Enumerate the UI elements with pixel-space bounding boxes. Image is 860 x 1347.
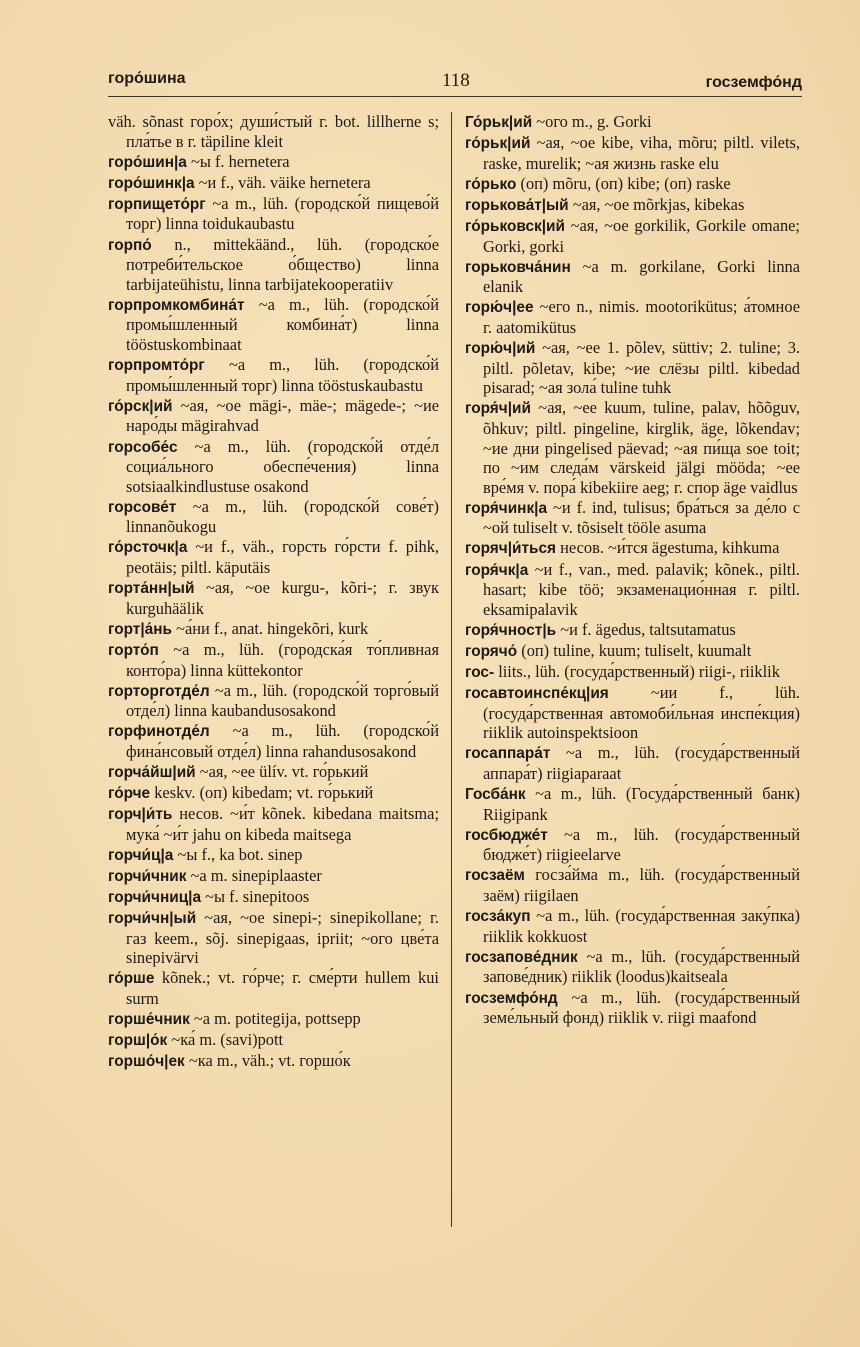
entry-headword: госземфо́нд xyxy=(465,989,558,1007)
dictionary-entry xyxy=(108,887,439,908)
dictionary-entry xyxy=(465,947,800,987)
entry-definition: ~а m., lüh. (городско́й сове́т) linnanõukogu xyxy=(126,496,439,537)
dictionary-entry xyxy=(108,968,439,1008)
dictionary-entry xyxy=(465,297,800,337)
header-first-headword: горо́шина xyxy=(108,70,186,87)
dictionary-entry xyxy=(108,173,439,194)
dictionary-entry xyxy=(108,721,439,761)
entry-definition: n., mittekäänd., lüh. (городско́е потреби́тельское о́бщество) linna tarbijateühistu, linna tarbijatekooperatiiv xyxy=(126,234,439,294)
entry-definition: kõnek.; vt. го́рче; г. сме́рти hullem kui surm xyxy=(126,968,439,1009)
entry-headword: горпромкомбина́т xyxy=(108,296,245,314)
entry-definition: liits., lüh. (госуда́рственный) riigi-, riiklik xyxy=(498,662,780,682)
header-last-headword: госземфо́нд xyxy=(705,74,802,91)
entry-definition: ~а m., lüh. (городско́й пищево́й торг) linna toidukaubastu xyxy=(126,193,439,234)
dictionary-entry xyxy=(108,537,439,577)
entry-headword: го́рск|ий xyxy=(108,397,173,415)
entry-definition: ~а m. gorkilane, Gorki linna elanik xyxy=(483,256,800,297)
dictionary-entry xyxy=(108,1051,439,1072)
entry-definition: ~и f. ägedus, taltsutamatus xyxy=(560,619,736,639)
dictionary-entry xyxy=(108,804,439,844)
dictionary-entry xyxy=(108,437,439,497)
entry-headword: Госба́нк xyxy=(465,786,526,804)
page-header xyxy=(108,68,802,97)
entry-definition: ~ая, ~ое kibe, viha, mõru; piltl. vilets, raske, murelik; ~ая жизнь raske elu xyxy=(483,133,800,173)
entry-headword: госбюдже́т xyxy=(465,826,548,844)
entry-definition: ~а m. sinepiplaaster xyxy=(190,865,322,885)
left-column xyxy=(108,112,439,1072)
dictionary-entry xyxy=(465,641,800,662)
entry-definition: väh. sõnast горо́х; души́стый г. bot. lillherne s; пла́тье в г. täpiline kleit xyxy=(108,112,439,151)
entry-headword: горчи́ц|а xyxy=(108,846,174,864)
entry-headword: горя́чк|а xyxy=(465,561,529,579)
entry-headword: горю́ч|ее xyxy=(465,299,534,317)
column-divider xyxy=(451,112,452,1227)
dictionary-entry xyxy=(465,825,800,865)
dictionary-entry xyxy=(465,216,800,256)
entry-definition: ~а m., lüh. (госуда́рственная заку́пка) riiklik kokkuost xyxy=(483,906,800,946)
dictionary-entry xyxy=(465,133,800,173)
dictionary-entry xyxy=(108,866,439,887)
entry-definition: ~ии f., lüh. (госуда́рственная автомоби́льная инспе́кция) riiklik autoinspektsioon xyxy=(483,683,800,743)
dictionary-entry xyxy=(108,152,439,173)
entry-definition: ~а m., lüh. (госуда́рственный земе́льный фонд) riiklik v. riigi maafond xyxy=(483,987,800,1028)
dictionary-entry xyxy=(108,681,439,721)
entry-headword: горсове́т xyxy=(108,498,177,516)
entry-headword: горяч|и́ться xyxy=(465,540,557,558)
dictionary-entry xyxy=(465,560,800,620)
dictionary-entry xyxy=(465,662,800,683)
entry-headword: го́рсточк|а xyxy=(108,539,188,557)
entry-headword: горькова́т|ый xyxy=(465,196,569,214)
dictionary-entry xyxy=(465,195,800,216)
entry-headword: горя́ч|ий xyxy=(465,400,531,418)
entry-headword: горьковча́нин xyxy=(465,258,571,276)
entry-definition: keskv. (оп) kibedam; vt. го́рький xyxy=(154,783,374,803)
entry-definition: ~и f., väh., горсть го́рсти f. pihk, peotäis; piltl. käputäis xyxy=(126,537,439,578)
dictionary-entry xyxy=(465,988,800,1028)
right-column xyxy=(465,112,800,1028)
dictionary-entry xyxy=(465,112,800,133)
entry-headword: госзапове́дник xyxy=(465,948,578,966)
entry-headword: гос- xyxy=(465,664,495,682)
entry-definition: ~а m., lüh. (госуда́рственный аппара́т) riigiaparaat xyxy=(483,743,800,783)
entry-definition: ~ого m., g. Gorki xyxy=(536,112,652,131)
dictionary-entry xyxy=(465,338,800,398)
entry-definition: ~ка m., väh.; vt. горшо́к xyxy=(188,1051,351,1071)
dictionary-entry xyxy=(465,538,800,559)
dictionary-entry xyxy=(108,1009,439,1030)
dictionary-entry xyxy=(108,235,439,295)
entry-definition: ~ая, ~ое mägi-, mäe-; mägede-; ~ие наро́ды mägirahvad xyxy=(126,395,439,436)
entry-definition: ~а m., lüh. (госуда́рственный запове́дник) riiklik (loodus)kaitseala xyxy=(483,946,800,987)
entry-definition: (оп) mõru, (оп) kibe; (оп) raske xyxy=(520,173,731,193)
entry-definition: госза́йма m., lüh. (госуда́рственный заём) riigilaen xyxy=(483,865,800,906)
dictionary-entry xyxy=(108,619,439,640)
dictionary-entry xyxy=(108,194,439,234)
entry-definition: ~а m., lüh. (госуда́рственный бюдже́т) riigieelarve xyxy=(483,824,800,865)
entry-definition: несов. ~и́т kõnek. kibedana maitsma; мука́ ~и́т jahu on kibeda maitsega xyxy=(126,804,440,844)
entry-headword: горше́чник xyxy=(108,1011,190,1029)
entry-headword: горсобе́с xyxy=(108,438,178,456)
entry-headword: горчи́чн|ый xyxy=(108,910,197,928)
entry-headword: горя́чност|ь xyxy=(465,621,557,639)
entry-headword: горторготде́л xyxy=(108,682,210,700)
page-number: 118 xyxy=(442,70,470,91)
entry-headword: госаппара́т xyxy=(465,745,551,763)
dictionary-entry xyxy=(108,1030,439,1051)
entry-headword: го́рьк|ий xyxy=(465,135,531,153)
entry-definition: ~а m., lüh. (городско́й отде́л социа́льного обеспе́чения) linna sotsiaalkindlustuse osakond xyxy=(126,436,439,496)
entry-definition: ~ы f., ka bot. sinep xyxy=(177,844,303,864)
dictionary-entry xyxy=(108,355,439,395)
entry-definition: ~ка́ m. (savi)pott xyxy=(171,1030,284,1050)
dictionary-entry xyxy=(465,498,800,538)
entry-definition: ~ая, ~ее 1. põlev, süttiv; 2. tuline; 3. piltl. põletav, kibe; ~ие слёзы piltl. kibedad pisarad; ~ая зола́ tuline tuhk xyxy=(483,338,800,398)
entry-headword: госавтоинспе́кц|ия xyxy=(465,685,609,703)
entry-headword: го́рше xyxy=(108,970,155,988)
entry-headword: госза́куп xyxy=(465,908,531,926)
entry-definition: ~а m., lüh. (городско́й промы́шленный комбина́т) linna tööstuskombinaat xyxy=(126,294,439,355)
entry-definition: ~а m., lüh. (городско́й промы́шленный торг) linna tööstuskaubastu xyxy=(126,355,439,395)
entry-definition: ~ы f. hernetera xyxy=(190,151,290,171)
entry-headword: горпището́рг xyxy=(108,195,206,213)
entry-definition: ~ая, ~ое mõrkjas, kibekas xyxy=(572,194,745,214)
entry-headword: горш|о́к xyxy=(108,1032,168,1050)
entry-definition: ~ая, ~ое gorkilik, Gorkile omane; Gorki, gorki xyxy=(483,215,800,256)
entry-definition: ~ая, ~ое sinepi-; sinepikollane; г. газ keem., sõj. sinepigaas, ipriit; ~ого цве́та sinepivärvi xyxy=(126,908,439,968)
dictionary-entry xyxy=(108,908,439,968)
dictionary-entry xyxy=(108,112,439,151)
dictionary-entry xyxy=(108,497,439,537)
entry-headword: горпо́ xyxy=(108,236,152,254)
dictionary-entry xyxy=(108,845,439,866)
dictionary-entry xyxy=(108,396,439,436)
dictionary-entry xyxy=(465,683,800,743)
dictionary-entry xyxy=(465,906,800,946)
entry-headword: горчи́чник xyxy=(108,867,187,885)
dictionary-entry xyxy=(108,640,439,680)
dictionary-entry xyxy=(465,865,800,905)
dictionary-entry xyxy=(108,295,439,355)
entry-definition: ~ая, ~ее kuum, tuline, palav, hõõguv, õhkuv; piltl. pingeline, kirglik, äge, lõkendav; ~ие дни pingelised päevad; ~ая пи́ща soe toit; по ~им следа́м värskeid jälgi mööda; ~ее вре́мя v. пора́ kibekiire aeg; г. спор äge vaidlus xyxy=(483,398,800,497)
entry-headword: госзаём xyxy=(465,867,525,885)
entry-definition: ~ы f. sinepitoos xyxy=(205,887,310,907)
dictionary-entry xyxy=(465,257,800,297)
entry-headword: горо́шин|а xyxy=(108,153,187,171)
entry-headword: горфинотде́л xyxy=(108,723,210,741)
entry-definition: ~его n., nimis. mootorikütus; а́томное г. aatomikütus xyxy=(483,297,800,337)
entry-headword: горячо́ xyxy=(465,642,518,660)
entry-definition: ~а m., lüh. (городско́й фина́нсовый отде́л) linna rahandusosakond xyxy=(126,721,439,761)
entry-definition: ~а m., lüh. (городска́я то́пливная конто́ра) linna küttekontor xyxy=(126,639,439,680)
entry-headword: горпромто́рг xyxy=(108,357,205,375)
entry-definition: ~а́ни f., anat. hingekõri, kurk xyxy=(176,618,369,638)
entry-headword: горч|и́ть xyxy=(108,806,173,824)
entry-definition: ~а m. potitegija, pottsepp xyxy=(193,1009,361,1029)
dictionary-entry xyxy=(465,174,800,195)
dictionary-entry xyxy=(465,784,800,824)
dictionary-entry xyxy=(465,743,800,783)
entry-headword: горчи́чниц|а xyxy=(108,889,202,907)
entry-definition: ~и f., van., med. palavik; kõnek., piltl. hasart; kibe töö; экзаменацио́нная г. piltl. eksamipalavik xyxy=(483,559,800,619)
entry-definition: ~и f. ind, tulisus; бра́ться за де́ло с ~ой tuliselt v. tõsiselt tööle asuma xyxy=(483,497,800,538)
entry-headword: горча́йш|ий xyxy=(108,764,196,781)
entry-definition: ~а m., lüh. (Госуда́рственный банк) Riigipank xyxy=(483,784,800,824)
entry-headword: го́рько xyxy=(465,175,517,193)
entry-headword: горшо́ч|ек xyxy=(108,1053,185,1071)
dictionary-entry xyxy=(108,783,439,804)
entry-headword: горта́нн|ый xyxy=(108,580,195,598)
entry-headword: го́рче xyxy=(108,785,151,803)
dictionary-entry xyxy=(108,762,439,783)
entry-headword: го́рьковск|ий xyxy=(465,217,565,235)
dictionary-entry xyxy=(465,398,800,497)
entry-headword: горя́чинк|а xyxy=(465,499,548,517)
entry-definition: ~а m., lüh. (городско́й торго́вый отде́л) linna kaubandusosakond xyxy=(126,680,439,721)
entry-headword: горто́п xyxy=(108,641,159,659)
entry-definition: ~ая, ~ое kurgu-, kõri-; г. звук kurguhäälik xyxy=(126,578,439,618)
entry-headword: горю́ч|ий xyxy=(465,340,536,358)
dictionary-entry xyxy=(465,620,800,641)
entry-definition: несов. ~и́тся ägestuma, kihkuma xyxy=(560,538,780,558)
entry-definition: ~ая, ~ее ülív. vt. го́рький xyxy=(199,762,369,781)
entry-definition: (оп) tuline, kuum; tuliselt, kuumalt xyxy=(521,640,752,660)
entry-headword: Го́рьк|ий xyxy=(465,114,533,131)
dictionary-entry xyxy=(108,578,439,618)
entry-headword: горт|а́нь xyxy=(108,620,172,638)
entry-headword: горо́шинк|а xyxy=(108,174,195,192)
entry-definition: ~и f., väh. väike hernetera xyxy=(198,172,371,192)
